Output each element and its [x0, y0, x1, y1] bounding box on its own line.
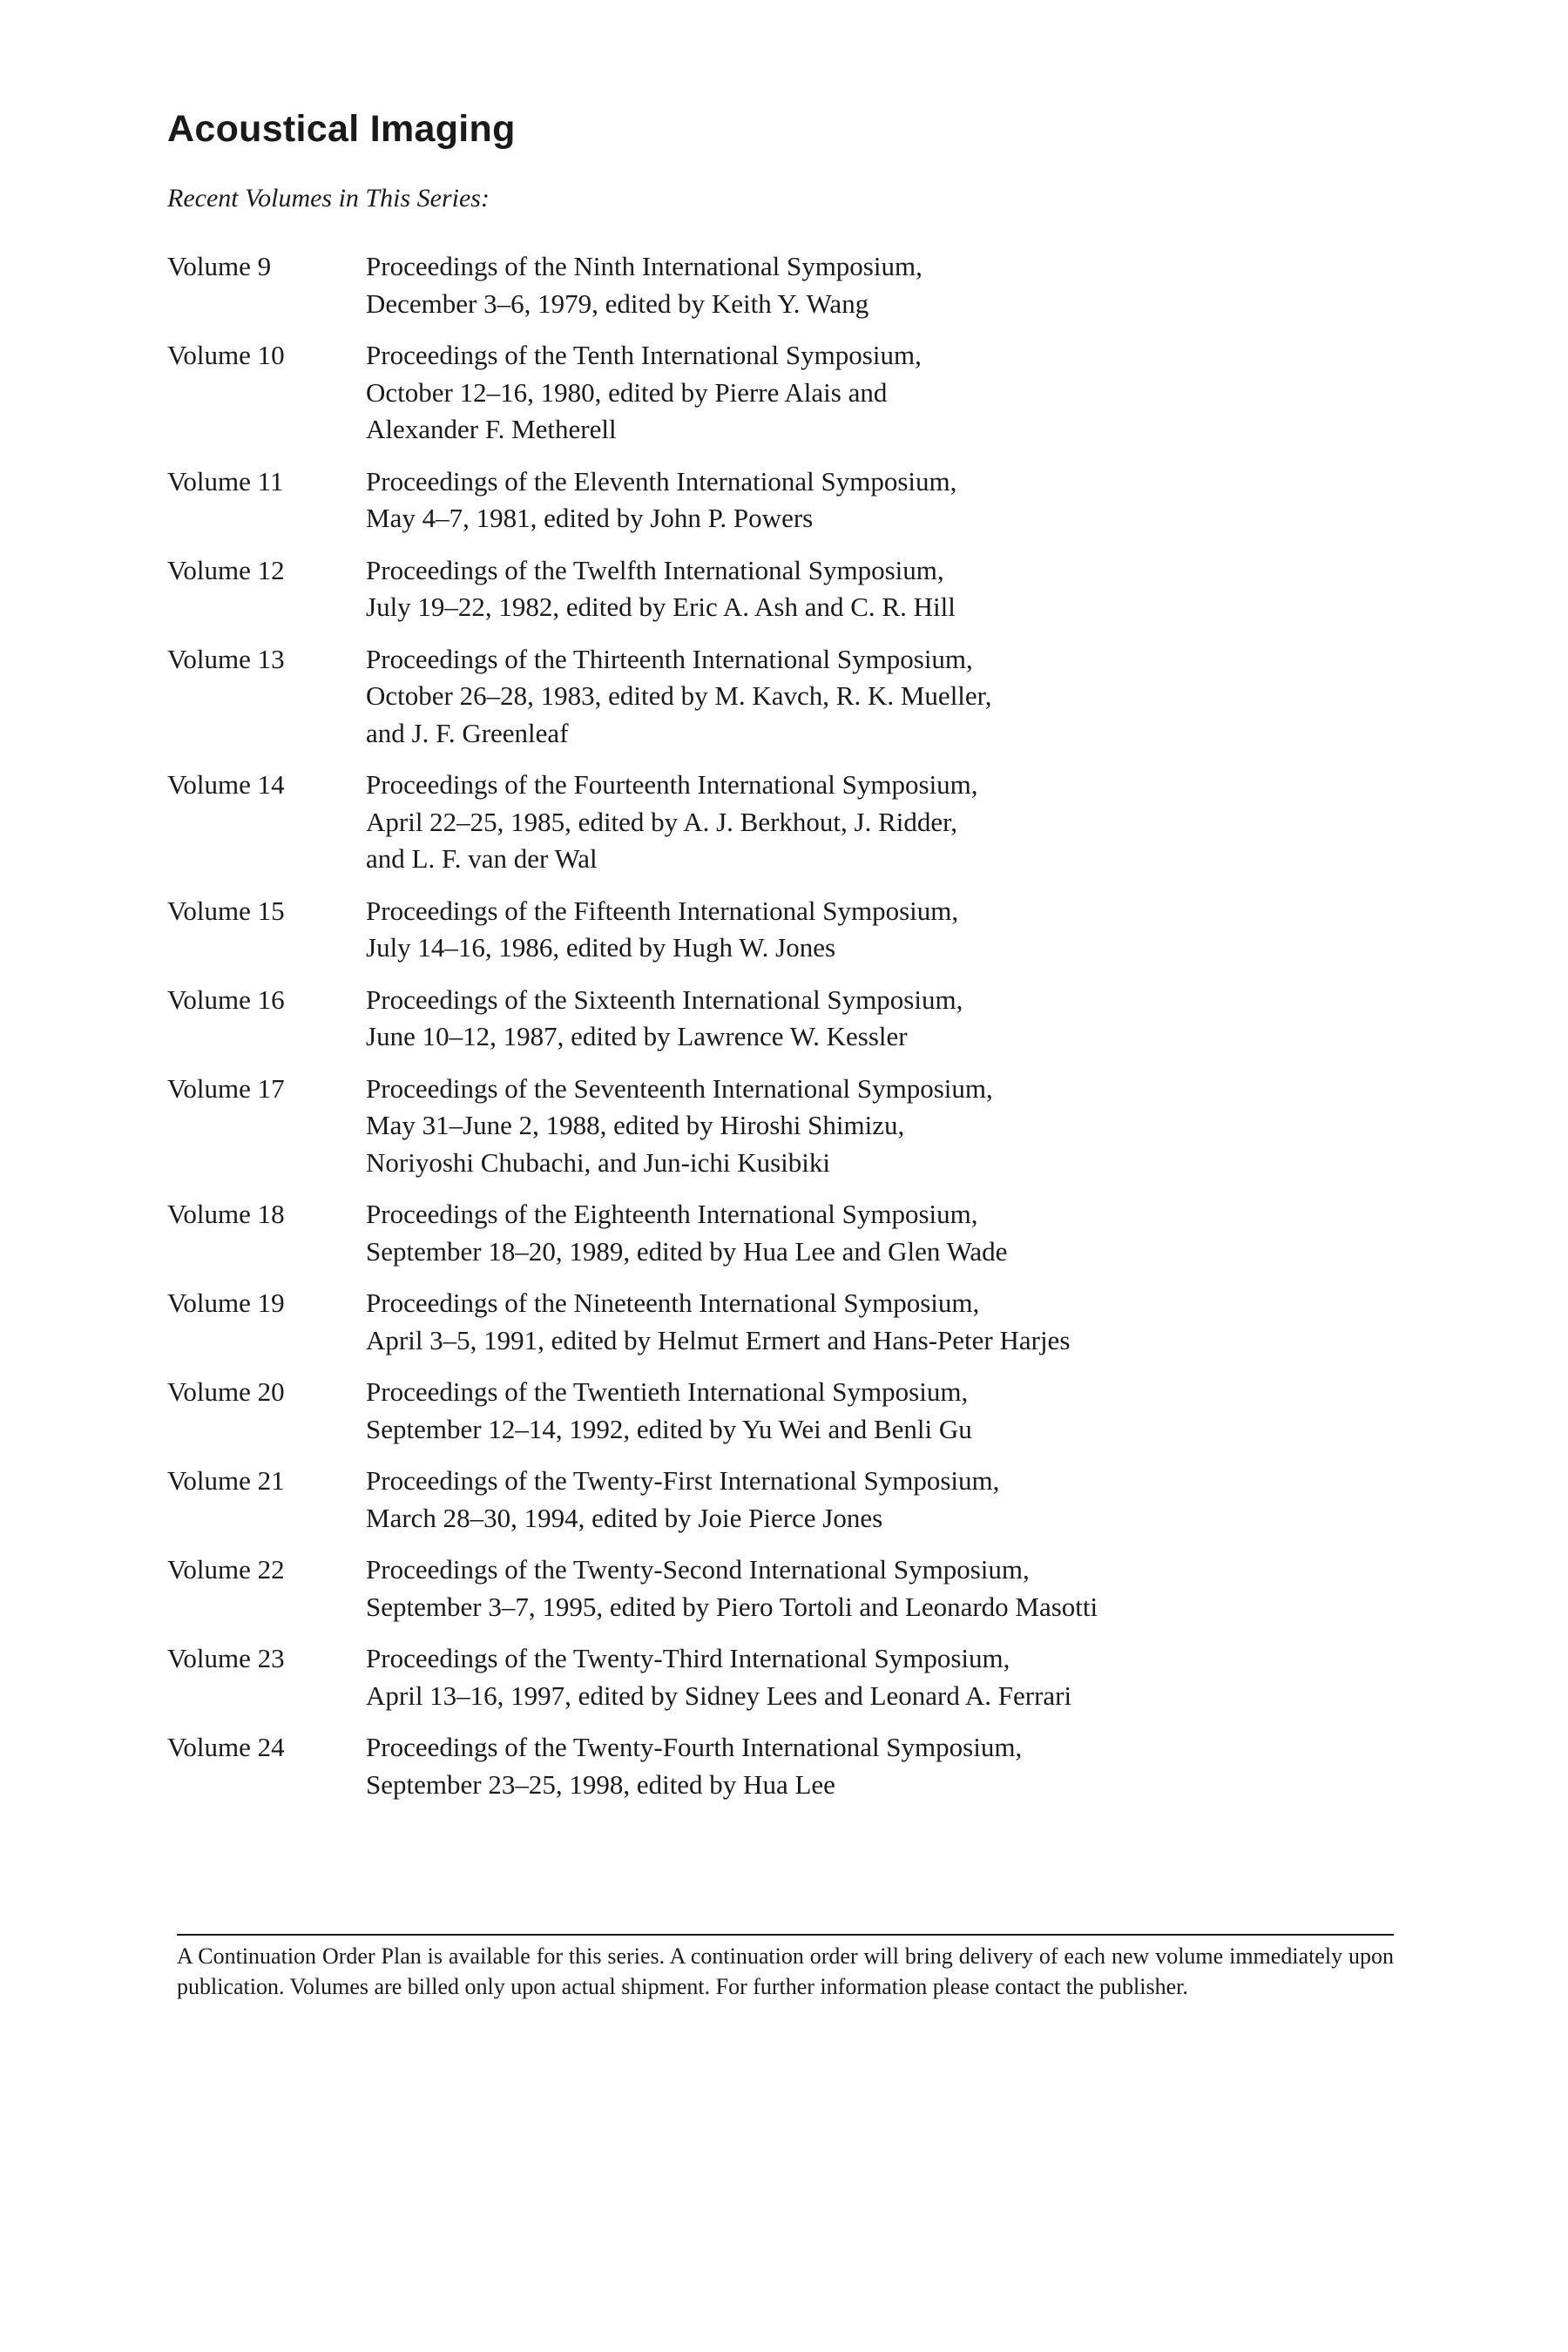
volume-description-line: Proceedings of the Sixteenth International Symposium, [366, 983, 963, 1015]
volume-entry [167, 767, 1404, 878]
volume-description-line: July 19–22, 1982, edited by Eric A. Ash and C. R. Hill [366, 591, 956, 622]
volume-description [366, 1729, 1404, 1803]
series-subtitle: Recent Volumes in This Series: [167, 184, 490, 213]
volume-description-line: Proceedings of the Twenty-First International Symposium, [366, 1465, 1000, 1496]
volume-description-line: June 10–12, 1987, edited by Lawrence W. Kessler [366, 1021, 908, 1051]
volume-description-line: October 12–16, 1980, edited by Pierre Alais and [366, 376, 888, 408]
volume-description-line: Proceedings of the Ninth International Symposium, [366, 251, 923, 281]
volume-entry [167, 248, 1404, 322]
volume-description-line: Proceedings of the Twenty-Fourth International Symposium, [366, 1732, 1023, 1762]
volume-description-line: Proceedings of the Seventeenth International Symposium, [366, 1072, 993, 1104]
volume-description [366, 1374, 1404, 1448]
volume-description-line: and L. F. van der Wal [366, 843, 598, 874]
volume-entry [167, 463, 1404, 537]
volume-number: Volume 15 [167, 895, 285, 926]
volume-description [366, 893, 1404, 967]
volume-description-line: July 14–16, 1986, edited by Hugh W. Jones [366, 932, 836, 963]
volume-description-line: Proceedings of the Tenth International Symposium, [366, 340, 922, 370]
volume-entry [167, 893, 1404, 967]
volume-description [366, 641, 1404, 753]
volume-entry [167, 337, 1404, 449]
volume-description-line: and J. F. Greenleaf [366, 717, 569, 748]
volume-description-line: Proceedings of the Thirteenth International Symposium, [366, 643, 973, 674]
volume-description-line: Proceedings of the Twenty-Second International Symposium, [366, 1554, 1030, 1585]
volume-number: Volume 20 [167, 1376, 285, 1407]
volume-description-line: September 3–7, 1995, edited by Piero Tortoli and Leonardo Masotti [366, 1591, 1098, 1622]
volume-description [366, 982, 1404, 1056]
volume-number: Volume 17 [167, 1072, 285, 1104]
volume-entry [167, 1463, 1404, 1537]
series-title: Acoustical Imaging [167, 108, 516, 150]
volume-description-line: March 28–30, 1994, edited by Joie Pierce Jones [366, 1502, 883, 1533]
volume-number: Volume 13 [167, 643, 285, 674]
volume-description-line: October 26–28, 1983, edited by M. Kavch, R. K. Mueller, [366, 680, 992, 711]
volume-number: Volume 11 [167, 465, 284, 497]
footnote-divider [177, 1934, 1394, 1936]
volume-description [366, 1196, 1404, 1270]
volume-entry [167, 1374, 1404, 1448]
volume-description-line: September 12–14, 1992, edited by Yu Wei and Benli Gu [366, 1413, 972, 1444]
volume-entry [167, 1071, 1404, 1182]
volume-description-line: May 4–7, 1981, edited by John P. Powers [366, 503, 814, 533]
volume-description-line: Proceedings of the Fifteenth International Symposium, [366, 895, 959, 926]
volume-entry [167, 641, 1404, 753]
volume-number: Volume 19 [167, 1288, 285, 1318]
volume-description [366, 1551, 1404, 1625]
volume-description-line: April 22–25, 1985, edited by A. J. Berkhout, J. Ridder, [366, 806, 957, 837]
volume-entry [167, 982, 1404, 1056]
volume-description [366, 1640, 1404, 1714]
volume-number: Volume 12 [167, 554, 285, 585]
continuation-order-note: A Continuation Order Plan is available for this series. A continuation order will bring delivery of each new volume immediately upon publication. Volumes are billed only upon actual shipment. For further information please contact the publisher. [177, 1943, 1394, 1999]
volume-list [167, 248, 1404, 1803]
volume-description [366, 1071, 1404, 1182]
volume-description-line: April 3–5, 1991, edited by Helmut Ermert and Hans-Peter Harjes [366, 1324, 1071, 1355]
volume-entry [167, 1196, 1404, 1270]
volume-description-line: Proceedings of the Twelfth International Symposium, [366, 554, 944, 585]
volume-description-line: April 13–16, 1997, edited by Sidney Lees and Leonard A. Ferrari [366, 1680, 1072, 1711]
volume-description [366, 1285, 1404, 1359]
volume-number: Volume 23 [167, 1643, 285, 1673]
volume-number: Volume 22 [167, 1554, 285, 1585]
volume-description-line: Proceedings of the Nineteenth International Symposium, [366, 1288, 980, 1318]
volume-number: Volume 10 [167, 340, 285, 370]
volume-description-line: May 31–June 2, 1988, edited by Hiroshi Shimizu, [366, 1110, 905, 1140]
volume-description [366, 248, 1404, 322]
volume-description-line: September 23–25, 1998, edited by Hua Lee [366, 1768, 835, 1800]
volume-description-line: Noriyoshi Chubachi, and Jun-ichi Kusibiki [366, 1146, 830, 1178]
volume-entry [167, 1640, 1404, 1714]
volume-description-line: December 3–6, 1979, edited by Keith Y. Wang [366, 287, 869, 319]
volume-description [366, 767, 1404, 878]
volume-number: Volume 9 [167, 251, 272, 281]
volume-description-line: Alexander F. Metherell [366, 414, 617, 444]
volume-description [366, 552, 1404, 626]
volume-description-line: Proceedings of the Eleventh International Symposium, [366, 465, 957, 497]
volume-entry [167, 1729, 1404, 1803]
volume-number: Volume 21 [167, 1465, 285, 1496]
volume-description-line: Proceedings of the Eighteenth International Symposium, [366, 1199, 978, 1229]
volume-number: Volume 24 [167, 1732, 285, 1762]
volume-entry [167, 1285, 1404, 1359]
volume-description-line: Proceedings of the Twentieth International Symposium, [366, 1376, 969, 1407]
volume-description [366, 337, 1404, 449]
volume-entry [167, 552, 1404, 626]
volume-number: Volume 18 [167, 1199, 285, 1229]
volume-description [366, 1463, 1404, 1537]
volume-description-line: September 18–20, 1989, edited by Hua Lee and Glen Wade [366, 1235, 1008, 1267]
volume-description-line: Proceedings of the Fourteenth International Symposium, [366, 769, 978, 800]
volume-entry [167, 1551, 1404, 1625]
volume-number: Volume 14 [167, 769, 285, 800]
volume-number: Volume 16 [167, 983, 285, 1015]
volume-description [366, 463, 1404, 537]
volume-description-line: Proceedings of the Twenty-Third International Symposium, [366, 1643, 1010, 1673]
